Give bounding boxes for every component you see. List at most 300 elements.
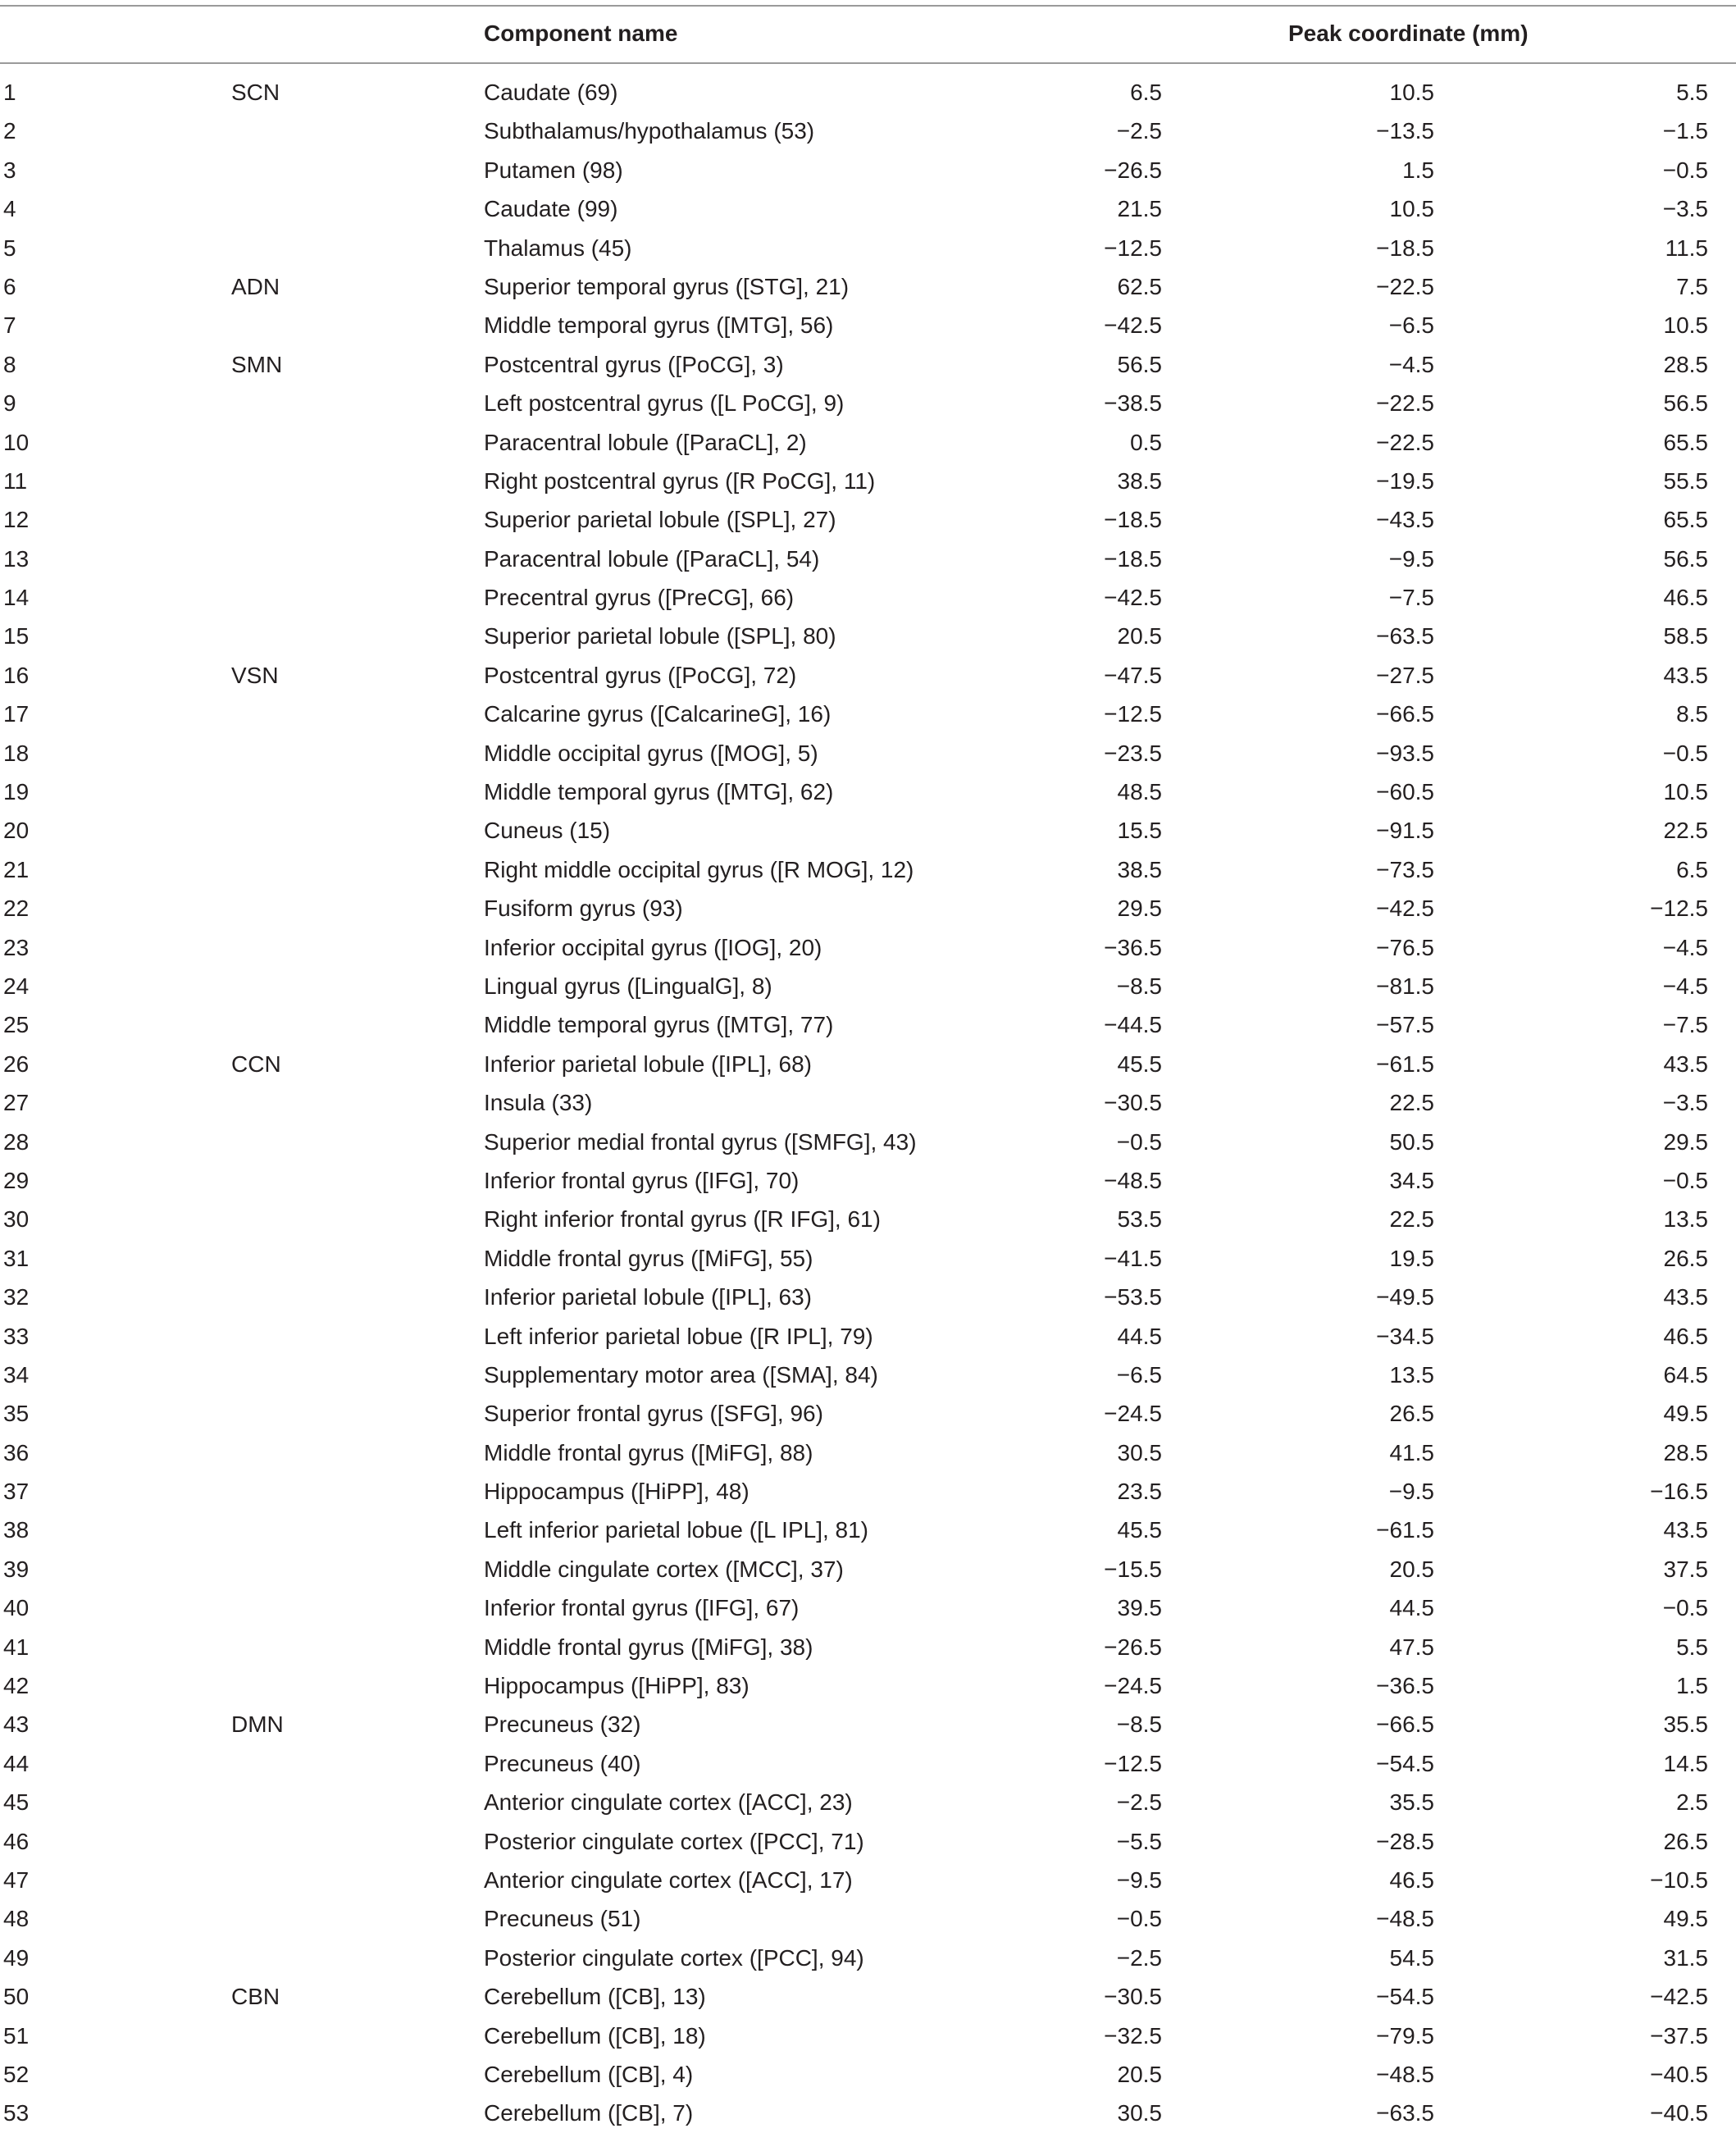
row-network: SMN [231,351,283,377]
row-peak-z: −3.5 [1662,1090,1708,1116]
row-peak-z: −0.5 [1662,1167,1708,1193]
row-peak-z: 55.5 [1663,467,1708,494]
row-index: 44 [3,1750,30,1776]
row-peak-y: −49.5 [1376,1284,1434,1310]
row-component-name: Superior medial frontal gyrus ([SMFG], 43) [484,1128,917,1155]
row-index: 23 [3,934,30,960]
row-index: 20 [3,818,30,844]
row-index: 40 [3,1595,30,1621]
row-peak-z: 29.5 [1663,1128,1708,1155]
table-row [0,1433,1736,1472]
row-peak-y: −66.5 [1376,701,1434,727]
row-peak-x: −26.5 [1104,157,1162,183]
row-peak-z: 35.5 [1663,1711,1708,1738]
row-component-name: Putamen (98) [484,157,623,183]
row-component-name: Cerebellum ([CB], 4) [484,2061,694,2087]
row-peak-x: 45.5 [1117,1051,1162,1077]
row-peak-x: 38.5 [1117,467,1162,494]
row-peak-y: −66.5 [1376,1711,1434,1738]
row-peak-z: 43.5 [1663,1284,1708,1310]
row-peak-z: −4.5 [1662,934,1708,960]
table-row [0,1005,1736,1044]
row-peak-x: 39.5 [1117,1595,1162,1621]
row-component-name: Left postcentral gyrus ([L PoCG], 9) [484,390,845,417]
table-header-row [0,0,1736,62]
row-network: CBN [231,1984,280,2010]
row-peak-y: −57.5 [1376,1012,1434,1038]
table-body [0,73,1736,2133]
row-peak-y: 13.5 [1389,1361,1434,1388]
row-peak-y: −9.5 [1388,545,1434,572]
row-peak-x: 6.5 [1130,80,1162,105]
row-index: 32 [3,1284,30,1310]
row-peak-z: 14.5 [1663,1750,1708,1776]
row-component-name: Hippocampus ([HiPP], 83) [484,1673,750,1699]
table-row [0,928,1736,967]
row-peak-y: −18.5 [1376,235,1434,261]
row-index: 50 [3,1984,30,2010]
row-component-name: Anterior cingulate cortex ([ACC], 23) [484,1789,853,1816]
row-peak-z: 2.5 [1676,1789,1708,1816]
table-row [0,1783,1736,1821]
table-row [0,1899,1736,1938]
table-row [0,1472,1736,1511]
row-index: 6 [3,273,16,299]
row-index: 47 [3,1866,30,1893]
row-index: 3 [3,157,16,183]
row-index: 35 [3,1401,30,1427]
row-component-name: Inferior occipital gyrus ([IOG], 20) [484,934,822,960]
row-component-name: Postcentral gyrus ([PoCG], 72) [484,662,797,688]
row-peak-y: 22.5 [1389,1206,1434,1233]
table-row [0,967,1736,1005]
row-peak-z: −16.5 [1650,1479,1708,1505]
row-component-name: Posterior cingulate cortex ([PCC], 94) [484,1944,864,1971]
row-peak-y: −7.5 [1388,585,1434,611]
row-index: 2 [3,118,16,144]
table-row [0,811,1736,850]
row-index: 31 [3,1245,30,1271]
row-component-name: Caudate (99) [484,196,618,222]
row-component-name: Postcentral gyrus ([PoCG], 3) [484,351,784,377]
row-peak-x: −32.5 [1104,2022,1162,2049]
table-row [0,2017,1736,2055]
table-row [0,1628,1736,1666]
row-index: 52 [3,2061,30,2087]
row-peak-x: −44.5 [1104,1012,1162,1038]
row-component-name: Cuneus (15) [484,818,611,844]
row-index: 51 [3,2022,30,2049]
row-index: 4 [3,196,16,222]
row-peak-y: 10.5 [1389,196,1434,222]
row-index: 18 [3,740,30,766]
row-peak-y: −22.5 [1376,429,1434,455]
row-component-name: Right inferior frontal gyrus ([R IFG], 61) [484,1206,881,1233]
row-peak-z: 1.5 [1676,1673,1708,1699]
row-network: SCN [231,80,280,105]
row-peak-x: 62.5 [1117,273,1162,299]
table-row [0,1317,1736,1356]
row-component-name: Middle cingulate cortex ([MCC], 37) [484,1556,844,1582]
row-peak-x: −47.5 [1104,662,1162,688]
row-index: 34 [3,1361,30,1388]
row-component-name: Superior parietal lobule ([SPL], 27) [484,507,836,533]
table-row [0,423,1736,462]
row-component-name: Middle temporal gyrus ([MTG], 77) [484,1012,834,1038]
row-peak-x: −24.5 [1104,1401,1162,1427]
row-peak-z: 46.5 [1663,1323,1708,1349]
row-index: 42 [3,1673,30,1699]
row-peak-y: −43.5 [1376,507,1434,533]
row-peak-z: 56.5 [1663,545,1708,572]
table-row [0,384,1736,422]
row-peak-z: −42.5 [1650,1984,1708,2010]
row-peak-y: 22.5 [1389,1090,1434,1116]
row-peak-y: 44.5 [1389,1595,1434,1621]
table-row [0,2055,1736,2094]
row-peak-z: −1.5 [1662,118,1708,144]
row-component-name: Left inferior parietal lobue ([L IPL], 81) [484,1517,868,1543]
row-peak-y: −54.5 [1376,1984,1434,2010]
row-peak-x: −0.5 [1116,1128,1162,1155]
row-index: 45 [3,1789,30,1816]
row-peak-y: −34.5 [1376,1323,1434,1349]
row-peak-x: −9.5 [1116,1866,1162,1893]
row-peak-z: −7.5 [1662,1012,1708,1038]
row-peak-z: 7.5 [1676,273,1708,299]
row-peak-z: 46.5 [1663,585,1708,611]
row-peak-z: 56.5 [1663,390,1708,417]
row-peak-y: −13.5 [1376,118,1434,144]
row-component-name: Paracentral lobule ([ParaCL], 54) [484,545,820,572]
row-index: 17 [3,701,30,727]
row-component-name: Inferior parietal lobule ([IPL], 68) [484,1051,812,1077]
row-index: 15 [3,623,30,649]
row-component-name: Inferior frontal gyrus ([IFG], 67) [484,1595,800,1621]
row-peak-y: −9.5 [1388,1479,1434,1505]
table-row [0,734,1736,773]
row-index: 27 [3,1090,30,1116]
row-peak-z: 65.5 [1663,507,1708,533]
row-index: 25 [3,1012,30,1038]
row-peak-x: −23.5 [1104,740,1162,766]
table-row [0,1511,1736,1549]
row-component-name: Right postcentral gyrus ([R PoCG], 11) [484,467,876,494]
row-component-name: Superior temporal gyrus ([STG], 21) [484,273,850,299]
row-component-name: Lingual gyrus ([LingualG], 8) [484,973,772,999]
table-row [0,112,1736,150]
row-peak-x: 48.5 [1117,779,1162,805]
row-component-name: Cerebellum ([CB], 18) [484,2022,706,2049]
row-peak-x: −12.5 [1104,701,1162,727]
table-row [0,1161,1736,1200]
table-row [0,1356,1736,1394]
row-peak-y: −48.5 [1376,2061,1434,2087]
row-peak-x: −2.5 [1116,118,1162,144]
row-peak-z: −0.5 [1662,740,1708,766]
row-network: CCN [231,1051,281,1077]
row-peak-x: 56.5 [1117,351,1162,377]
row-peak-z: 28.5 [1663,351,1708,377]
row-component-name: Thalamus (45) [484,235,632,261]
row-peak-x: −53.5 [1104,1284,1162,1310]
row-peak-x: −24.5 [1104,1673,1162,1699]
row-peak-z: −40.5 [1650,2061,1708,2087]
table-row [0,1045,1736,1083]
row-peak-z: 6.5 [1676,856,1708,882]
table-row [0,1861,1736,1899]
row-peak-z: 11.5 [1665,235,1708,261]
row-peak-y: −93.5 [1376,740,1434,766]
row-peak-y: −28.5 [1376,1828,1434,1854]
row-peak-x: −12.5 [1104,235,1162,261]
row-component-name: Middle temporal gyrus ([MTG], 56) [484,312,834,339]
row-peak-y: −61.5 [1376,1517,1434,1543]
row-peak-z: −40.5 [1650,2100,1708,2126]
row-peak-x: −30.5 [1104,1090,1162,1116]
row-peak-x: 30.5 [1117,2100,1162,2126]
row-index: 53 [3,2100,30,2126]
row-peak-y: −60.5 [1376,779,1434,805]
row-component-name: Cerebellum ([CB], 7) [484,2100,694,2126]
row-index: 46 [3,1828,30,1854]
row-peak-x: −42.5 [1104,585,1162,611]
table-row [0,1550,1736,1588]
row-peak-z: −3.5 [1662,196,1708,222]
row-peak-x: −18.5 [1104,545,1162,572]
row-component-name: Left inferior parietal lobue ([R IPL], 79) [484,1323,873,1349]
table-row [0,1705,1736,1743]
table-row [0,1588,1736,1627]
row-index: 11 [3,467,28,494]
row-index: 8 [3,351,16,377]
table-row [0,695,1736,733]
row-peak-x: −0.5 [1116,1906,1162,1932]
row-component-name: Hippocampus ([HiPP], 48) [484,1479,750,1505]
row-index: 49 [3,1944,30,1971]
row-network: VSN [231,662,279,688]
row-peak-y: −81.5 [1376,973,1434,999]
row-peak-z: 10.5 [1663,779,1708,805]
row-component-name: Paracentral lobule ([ParaCL], 2) [484,429,807,455]
row-peak-y: −6.5 [1388,312,1434,339]
row-component-name: Supplementary motor area ([SMA], 84) [484,1361,878,1388]
row-component-name: Middle frontal gyrus ([MiFG], 88) [484,1439,813,1465]
row-component-name: Inferior frontal gyrus ([IFG], 70) [484,1167,800,1193]
row-peak-y: −61.5 [1376,1051,1434,1077]
row-peak-y: −63.5 [1376,623,1434,649]
row-peak-x: 20.5 [1117,623,1162,649]
row-peak-z: −12.5 [1650,896,1708,922]
row-peak-z: −37.5 [1650,2022,1708,2049]
table-row [0,540,1736,578]
row-network: ADN [231,273,280,299]
row-peak-x: −48.5 [1104,1167,1162,1193]
row-index: 12 [3,507,30,533]
row-peak-y: −79.5 [1376,2022,1434,2049]
row-peak-y: −19.5 [1376,467,1434,494]
table-row [0,151,1736,189]
row-index: 22 [3,896,30,922]
row-component-name: Middle occipital gyrus ([MOG], 5) [484,740,818,766]
row-index: 5 [3,235,16,261]
row-peak-y: −48.5 [1376,1906,1434,1932]
row-component-name: Precuneus (40) [484,1750,641,1776]
row-index: 7 [3,312,16,339]
row-peak-y: −54.5 [1376,1750,1434,1776]
row-component-name: Right middle occipital gyrus ([R MOG], 12) [484,856,914,882]
table-row [0,1977,1736,2016]
row-peak-z: −10.5 [1650,1866,1708,1893]
row-peak-z: 22.5 [1663,818,1708,844]
row-peak-z: −4.5 [1662,973,1708,999]
row-peak-z: 58.5 [1663,623,1708,649]
row-component-name: Superior parietal lobule ([SPL], 80) [484,623,836,649]
table-row [0,1083,1736,1122]
table-row [0,889,1736,927]
row-peak-z: 37.5 [1663,1556,1708,1582]
row-index: 21 [3,856,30,882]
row-peak-y: 54.5 [1389,1944,1434,1971]
row-peak-x: −36.5 [1104,934,1162,960]
table-row [0,267,1736,306]
table-row [0,1822,1736,1861]
row-peak-x: 15.5 [1117,818,1162,844]
row-peak-y: −27.5 [1376,662,1434,688]
table-row [0,1744,1736,1783]
row-component-name: Superior frontal gyrus ([SFG], 96) [484,1401,823,1427]
table-row [0,1666,1736,1705]
row-peak-z: 43.5 [1663,1051,1708,1077]
row-peak-z: 49.5 [1663,1906,1708,1932]
row-peak-x: 21.5 [1117,196,1162,222]
row-peak-y: 26.5 [1389,1401,1434,1427]
row-index: 36 [3,1439,30,1465]
row-peak-y: 47.5 [1389,1634,1434,1660]
row-peak-x: −8.5 [1116,973,1162,999]
row-peak-y: −36.5 [1376,1673,1434,1699]
row-peak-z: 8.5 [1676,701,1708,727]
row-peak-x: −42.5 [1104,312,1162,339]
row-index: 13 [3,545,30,572]
row-component-name: Posterior cingulate cortex ([PCC], 71) [484,1828,864,1854]
row-peak-x: −2.5 [1116,1944,1162,1971]
row-index: 48 [3,1906,30,1932]
row-peak-x: 20.5 [1117,2061,1162,2087]
row-peak-y: 20.5 [1389,1556,1434,1582]
row-peak-x: 53.5 [1117,1206,1162,1233]
table-row [0,73,1736,112]
row-peak-z: 10.5 [1663,312,1708,339]
table-row [0,345,1736,384]
row-index: 24 [3,973,30,999]
row-index: 28 [3,1128,30,1155]
table-row [0,1239,1736,1278]
row-index: 41 [3,1634,30,1660]
table-row [0,1394,1736,1433]
row-peak-x: −38.5 [1104,390,1162,417]
row-peak-x: −12.5 [1104,1750,1162,1776]
row-peak-z: 5.5 [1676,80,1708,105]
row-peak-y: −22.5 [1376,390,1434,417]
row-peak-y: −42.5 [1376,896,1434,922]
row-component-name: Cerebellum ([CB], 13) [484,1984,706,2010]
table-row [0,306,1736,344]
row-component-name: Caudate (69) [484,80,618,105]
row-peak-x: 38.5 [1117,856,1162,882]
row-component-name: Inferior parietal lobule ([IPL], 63) [484,1284,812,1310]
row-peak-x: −15.5 [1104,1556,1162,1582]
table-row [0,462,1736,500]
row-peak-y: 35.5 [1389,1789,1434,1816]
row-peak-x: −2.5 [1116,1789,1162,1816]
row-peak-y: 10.5 [1389,80,1434,105]
header-component-name: Component name [484,21,678,46]
row-index: 1 [3,80,16,105]
row-peak-z: −0.5 [1662,157,1708,183]
header-peak-coordinate: Peak coordinate (mm) [1288,21,1529,46]
row-peak-x: −26.5 [1104,1634,1162,1660]
table-row [0,189,1736,228]
row-peak-x: −8.5 [1116,1711,1162,1738]
row-peak-z: 49.5 [1663,1401,1708,1427]
row-peak-z: 43.5 [1663,662,1708,688]
row-network: DMN [231,1711,284,1738]
row-peak-y: −4.5 [1388,351,1434,377]
row-index: 10 [3,429,30,455]
row-peak-y: 1.5 [1402,157,1434,183]
row-index: 39 [3,1556,30,1582]
row-index: 19 [3,779,30,805]
row-component-name: Calcarine gyrus ([CalcarineG], 16) [484,701,832,727]
row-peak-y: −91.5 [1376,818,1434,844]
row-peak-z: −0.5 [1662,1595,1708,1621]
row-peak-y: 46.5 [1389,1866,1434,1893]
row-peak-x: 44.5 [1117,1323,1162,1349]
row-component-name: Precuneus (51) [484,1906,641,1932]
row-component-name: Insula (33) [484,1090,593,1116]
row-peak-y: −76.5 [1376,934,1434,960]
row-peak-z: 43.5 [1663,1517,1708,1543]
table-row [0,1200,1736,1238]
row-component-name: Middle frontal gyrus ([MiFG], 38) [484,1634,813,1660]
row-peak-y: −73.5 [1376,856,1434,882]
row-index: 30 [3,1206,30,1233]
table-row [0,617,1736,655]
row-component-name: Fusiform gyrus (93) [484,896,683,922]
row-peak-y: 34.5 [1389,1167,1434,1193]
row-component-name: Subthalamus/hypothalamus (53) [484,118,815,144]
row-index: 9 [3,390,16,417]
row-peak-z: 5.5 [1676,1634,1708,1660]
row-peak-y: −63.5 [1376,2100,1434,2126]
row-peak-x: 29.5 [1117,896,1162,922]
row-index: 26 [3,1051,30,1077]
row-peak-z: 13.5 [1663,1206,1708,1233]
row-peak-x: 45.5 [1117,1517,1162,1543]
table-row [0,850,1736,889]
row-peak-y: 50.5 [1389,1128,1434,1155]
row-peak-y: 41.5 [1389,1439,1434,1465]
row-peak-x: 0.5 [1130,429,1162,455]
row-peak-y: 19.5 [1389,1245,1434,1271]
row-peak-x: −6.5 [1116,1361,1162,1388]
row-peak-z: 26.5 [1663,1828,1708,1854]
row-component-name: Middle frontal gyrus ([MiFG], 55) [484,1245,813,1271]
row-index: 29 [3,1167,30,1193]
row-peak-z: 65.5 [1663,429,1708,455]
table-row [0,500,1736,539]
